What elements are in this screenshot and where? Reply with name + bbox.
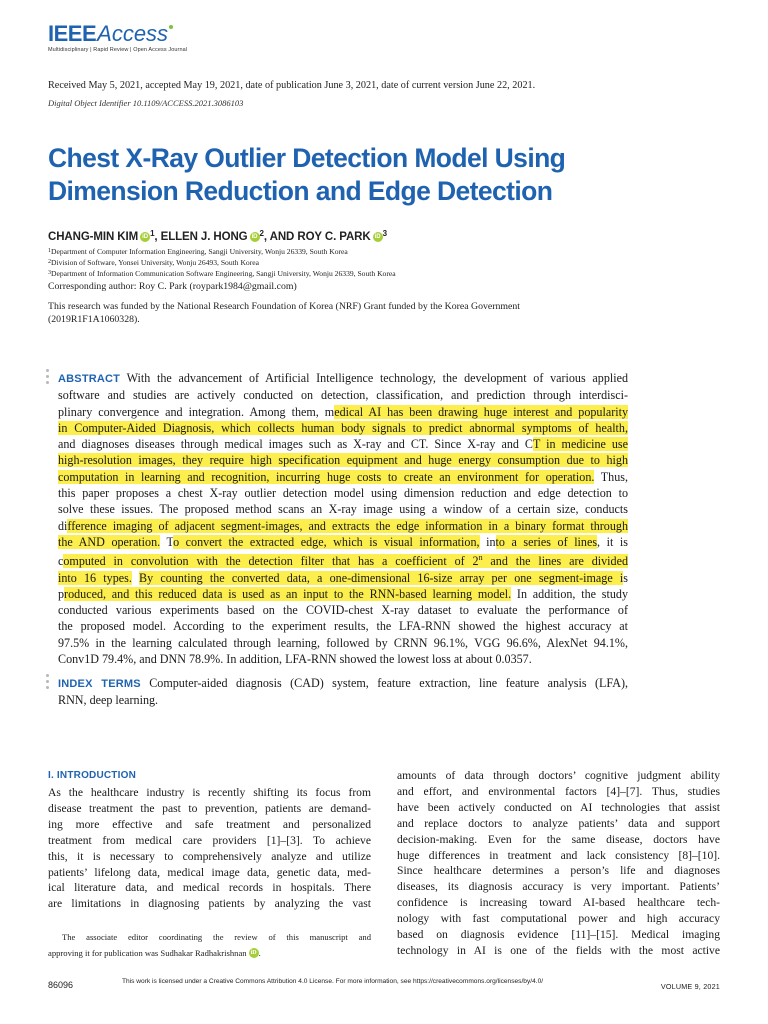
footnote-line: approving it for publication was Sudhakar Radhakrishnan iD .: [48, 948, 261, 958]
author-name: CHANG-MIN KIM: [48, 231, 139, 243]
body-line: Since healthcare determines a person’s life and diagnoses: [397, 864, 720, 878]
abstract-line: 97.5% in the learning calculated through learning, followed by CRNN 96.1%, VGG 96.6%, AlexNet 94.1%,: [58, 635, 628, 650]
body-line: technology in AI is one of the fields with the most active: [397, 943, 720, 957]
section-dots-icon: [46, 369, 50, 387]
body-line: based on diagnosis evidence [11]–[15]. Medical imaging: [397, 928, 720, 942]
orcid-icon[interactable]: iD: [140, 232, 150, 242]
body-line: confidence is increasing toward AI-based healthcare tech-: [397, 896, 720, 910]
author-list: [48, 229, 387, 243]
body-line: are limitations in diagnosing patients by analyzing the vast: [48, 897, 371, 911]
orcid-icon[interactable]: iD: [250, 232, 260, 242]
body-line: patients’ lifelong data, medical image data, genetic data, med-: [48, 865, 371, 879]
intro-left-column: [48, 768, 371, 912]
highlight: high-resolution images, they require high specification equipment and huge energy consumption due to high: [58, 453, 628, 468]
publication-history: Received May 5, 2021, accepted May 19, 2021, date of publication June 3, 2021, date of current version June 22, 2021.: [48, 80, 536, 91]
logo-dot-icon: [169, 25, 173, 29]
body-line: and effort, and environmental factors [4]–[7]. Thus, studies: [397, 784, 720, 798]
body-line: decision-making. Even for the same disease, doctors have: [397, 832, 720, 846]
body-line: and replace doctors to analyze patients’ data and support: [397, 816, 720, 830]
section-heading: I. INTRODUCTION: [48, 770, 136, 781]
title-line: Dimension Reduction and Edge Detection: [48, 176, 553, 206]
abstract-line: produced, and this reduced data is used as an input to the RNN-based learning model. In addition, the study: [58, 586, 629, 601]
body-line: nology with fast computational power and high accuracy: [397, 912, 720, 926]
body-line: huge differences in treatment and lack consistency [8]–[10].: [397, 848, 720, 862]
affiliation-marker: 3: [382, 229, 387, 238]
funding-statement: [48, 301, 520, 326]
abstract-line: [58, 420, 628, 436]
body-line: ing more effective and safe treatment and personalized: [48, 817, 371, 831]
highlight: By counting the converted data, a one-dimensional 16-size array per one segment-image i: [139, 570, 624, 585]
index-terms-label: INDEX TERMS: [58, 678, 141, 690]
abstract-line: the AND operation. To convert the extracted edge, which is visual information, into a series of lines, it is: [58, 534, 628, 549]
abstract-line: difference imaging of adjacent segment-images, and extracts the edge information in a binary format through: [58, 518, 628, 533]
abstract-line: the proposed model. According to the experiment results, the LFA-RNN showed the highest accuracy at: [58, 619, 628, 634]
highlight: fference imaging of adjacent segment-images, and extracts the edge information in a binary format through: [67, 518, 628, 533]
highlight: computation in learning and recognition, incurring huge costs to create an environment for operation.: [58, 469, 595, 484]
corresponding-author: Corresponding author: Roy C. Park (roypark1984@gmail.com): [48, 281, 297, 292]
body-line: ical literature data, and medical records in hospitals. There: [48, 881, 371, 895]
highlight: roduced, and this reduced data is used as an input to the RNN-based learning model.: [64, 586, 512, 601]
abstract-line: conducted various experiments based on the COVID-chest X-ray dataset to evaluate the performance of: [58, 603, 628, 618]
body-line: As the healthcare industry is recently shifting its focus from: [48, 786, 371, 799]
funding-line: (2019R1F1A1060328).: [48, 313, 140, 325]
highlight: the AND operation.: [58, 534, 161, 549]
abstract-line: plinary convergence and integration. Among them, medical AI has been drawing huge interest and popularity: [58, 404, 628, 419]
volume-label: VOLUME 9, 2021: [660, 982, 720, 991]
abstract-line: solve these issues. The proposed method scans an X-ray image using a window of a certain size, conducts: [58, 502, 628, 517]
abstract-line: into 16 types. By counting the converted data, a one-dimensional 16-size array per one segment-image is: [58, 570, 628, 585]
abstract-line: Conv1D 79.4%, and DNN 78.9%. In addition, LFA-RNN showed the lowest loss at about 0.0357.: [58, 652, 532, 667]
logo-ieee: IEEE: [48, 21, 97, 46]
highlight: T in medicine use: [532, 437, 628, 452]
affiliation: $^1$Department of Computer Information Engineering, Sangji University, Wonju 26339, South Korea: [48, 247, 348, 256]
author-separator: ,: [154, 231, 161, 243]
title-line: Chest X-Ray Outlier Detection Model Using: [48, 143, 566, 173]
body-line: have been actively conducted on AI technologies that assist: [397, 800, 720, 814]
body-line: amounts of data through doctors’ cognitive judgment ability: [397, 769, 720, 782]
affiliation-marker: 2: [259, 229, 264, 238]
orcid-icon[interactable]: iD: [373, 232, 383, 242]
abstract-line: software and studies are actively conducted on detection, classification, and prediction through interdisci-: [58, 388, 628, 403]
highlight: edical AI has been drawing huge interest and popularity: [334, 404, 628, 419]
orcid-icon[interactable]: iD: [250, 950, 257, 956]
highlight: into 16 types.: [58, 570, 132, 585]
abstract-line: this paper proposes a chest X-ray outlier detection model using dimension reduction and edge detection to: [58, 486, 628, 501]
highlight: o convert the extracted edge, which is visual information,: [173, 534, 480, 549]
doi[interactable]: Digital Object Identifier 10.1109/ACCESS.2021.3086103: [48, 98, 244, 108]
abstract-line: computed in convolution with the detection filter that has a coefficient of 2$^n$ and the lines are divided: [58, 553, 628, 569]
body-line: treatment from medical care providers [1]–[3]. To achieve: [48, 833, 371, 847]
author-separator: , AND: [263, 231, 298, 243]
body-line: diseases, its diagnosis accuracy is very important. Patients’: [397, 880, 720, 894]
abstract-label: ABSTRACT: [58, 373, 121, 385]
affiliation-marker: 1: [150, 229, 155, 238]
index-terms-line: RNN, deep learning.: [58, 693, 159, 708]
footnote-line: The associate editor coordinating the review of this manuscript and: [62, 932, 371, 942]
body-line: disease treatment the past to prevention, patients are demand-: [48, 801, 371, 815]
license-notice[interactable]: This work is licensed under a Creative Commons Attribution 4.0 License. For more information, see https://creativecommons.org/licenses/by/4.0/: [122, 978, 544, 985]
page-number: 86096: [48, 980, 74, 990]
logo-access: Access: [97, 21, 169, 46]
journal-tagline: Multidisciplinary | Rapid Review | Open Access Journal: [48, 47, 188, 53]
affiliation-list: [48, 246, 396, 279]
affiliation: $^2$Division of Software, Yonsei University, Wonju 26493, South Korea: [48, 258, 259, 267]
paper-title: [48, 142, 688, 208]
index-terms: [58, 675, 628, 709]
body-line: this, it is necessary to comprehensively analyze and utilize: [48, 849, 371, 863]
funding-line: This research was funded by the National Research Foundation of Korea (NRF) Grant funded by the Korea Government: [48, 301, 521, 312]
abstract-line: and diagnoses diseases through medical images such as X-ray and CT. Since X-ray and CT in medicine use: [58, 437, 628, 452]
intro-right-column: [397, 768, 720, 959]
abstract: [58, 370, 628, 667]
highlight: omputed in convolution with the detection filter that has a coefficient of 2$^n$ and the lines are divided: [63, 553, 628, 569]
highlight: in Computer-Aided Diagnosis, which collects human body signals to predict abnormal symptoms of health,: [58, 420, 628, 435]
abstract-line: computation in learning and recognition, incurring huge costs to create an environment for operation. Thus,: [58, 469, 628, 484]
editor-footnote: [48, 929, 371, 961]
journal-masthead: [48, 22, 187, 53]
section-dots-icon: [46, 674, 50, 692]
abstract-line: ABSTRACT With the advancement of Artificial Intelligence technology, the development of various applied: [58, 371, 628, 385]
journal-logo: [48, 22, 187, 46]
abstract-line: [58, 452, 628, 468]
author-name: ROY C. PARK: [297, 231, 371, 243]
index-terms-line: INDEX TERMS Computer-aided diagnosis (CAD) system, feature extraction, line feature analysis (LFA),: [58, 676, 629, 690]
highlight: to a series of lines: [495, 534, 598, 549]
author-name: ELLEN J. HONG: [160, 231, 248, 243]
affiliation: $^3$Department of Information Communication Software Engineering, Sangji University, Wonju 26339, South Korea: [48, 269, 396, 278]
